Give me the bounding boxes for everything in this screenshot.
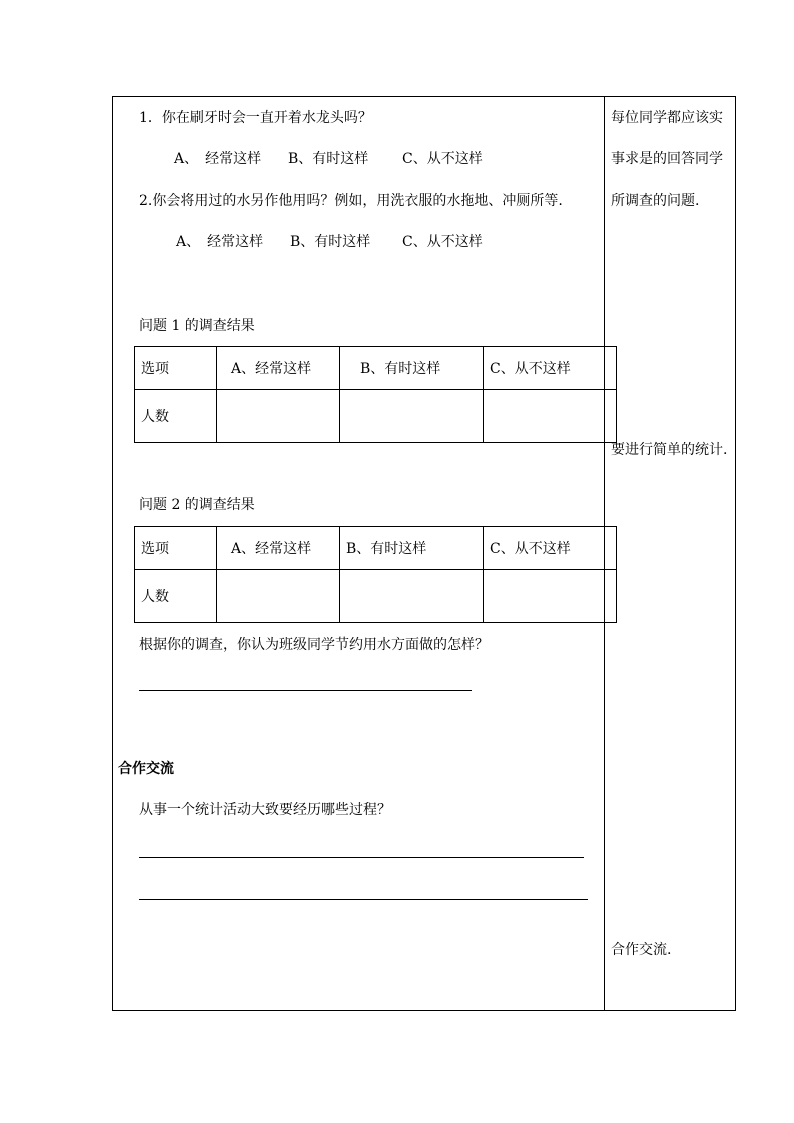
q2-option-b: B、有时这样 bbox=[290, 234, 371, 250]
input-cell-b[interactable] bbox=[340, 570, 484, 623]
side-note-line-3: 所调查的问题. bbox=[611, 193, 700, 209]
q1-option-c: C、从不这样 bbox=[402, 151, 483, 167]
header-cell-c: C、从不这样 bbox=[484, 527, 617, 570]
header-cell-b: B、有时这样 bbox=[340, 347, 484, 390]
row-label-count: 人数 bbox=[135, 570, 217, 623]
question-3: 根据你的调查，你认为班级同学节约用水方面做的怎样？ bbox=[139, 637, 489, 653]
result-2-table bbox=[134, 526, 617, 623]
table-row bbox=[135, 390, 617, 443]
table-header-row bbox=[135, 527, 617, 570]
side-note-line-1: 每位同学都应该实 bbox=[611, 110, 723, 126]
header-cell-option: 选项 bbox=[135, 347, 217, 390]
question-2: 2.你会将用过的水另作他用吗？例如，用洗衣服的水拖地、冲厕所等. bbox=[139, 193, 563, 209]
result-2-title: 问题 2 的调查结果 bbox=[139, 497, 255, 513]
side-note-cooperation: 合作交流. bbox=[611, 942, 672, 958]
header-cell-b: B、有时这样 bbox=[340, 527, 484, 570]
result-1-title: 问题 1 的调查结果 bbox=[139, 318, 255, 334]
question-4: 从事一个统计活动大致要经历哪些过程？ bbox=[139, 802, 391, 818]
section-title: 合作交流 bbox=[118, 761, 174, 777]
q1-option-a: A、 经常这样 bbox=[174, 151, 262, 167]
table-header-row bbox=[135, 347, 617, 390]
side-note-statistics: 要进行简单的统计. bbox=[611, 442, 728, 458]
header-cell-c: C、从不这样 bbox=[484, 347, 617, 390]
input-cell-a[interactable] bbox=[217, 390, 340, 443]
input-cell-c[interactable] bbox=[484, 390, 617, 443]
question-1: 1．你在刷牙时会一直开着水龙头吗？ bbox=[139, 110, 372, 126]
input-cell-b[interactable] bbox=[340, 390, 484, 443]
header-cell-a: A、经常这样 bbox=[217, 347, 340, 390]
header-cell-a: A、经常这样 bbox=[217, 527, 340, 570]
row-label-count: 人数 bbox=[135, 390, 217, 443]
answer-line-q4-1[interactable] bbox=[139, 857, 584, 858]
header-cell-option: 选项 bbox=[135, 527, 217, 570]
q1-option-b: B、有时这样 bbox=[288, 151, 369, 167]
input-cell-c[interactable] bbox=[484, 570, 617, 623]
table-row bbox=[135, 570, 617, 623]
answer-line-q3[interactable] bbox=[139, 690, 472, 691]
side-note-line-2: 事求是的回答同学 bbox=[611, 151, 723, 167]
result-1-table bbox=[134, 346, 617, 443]
input-cell-a[interactable] bbox=[217, 570, 340, 623]
answer-line-q4-2[interactable] bbox=[139, 899, 588, 900]
q2-option-c: C、从不这样 bbox=[402, 234, 483, 250]
q2-option-a: A、 经常这样 bbox=[176, 234, 264, 250]
